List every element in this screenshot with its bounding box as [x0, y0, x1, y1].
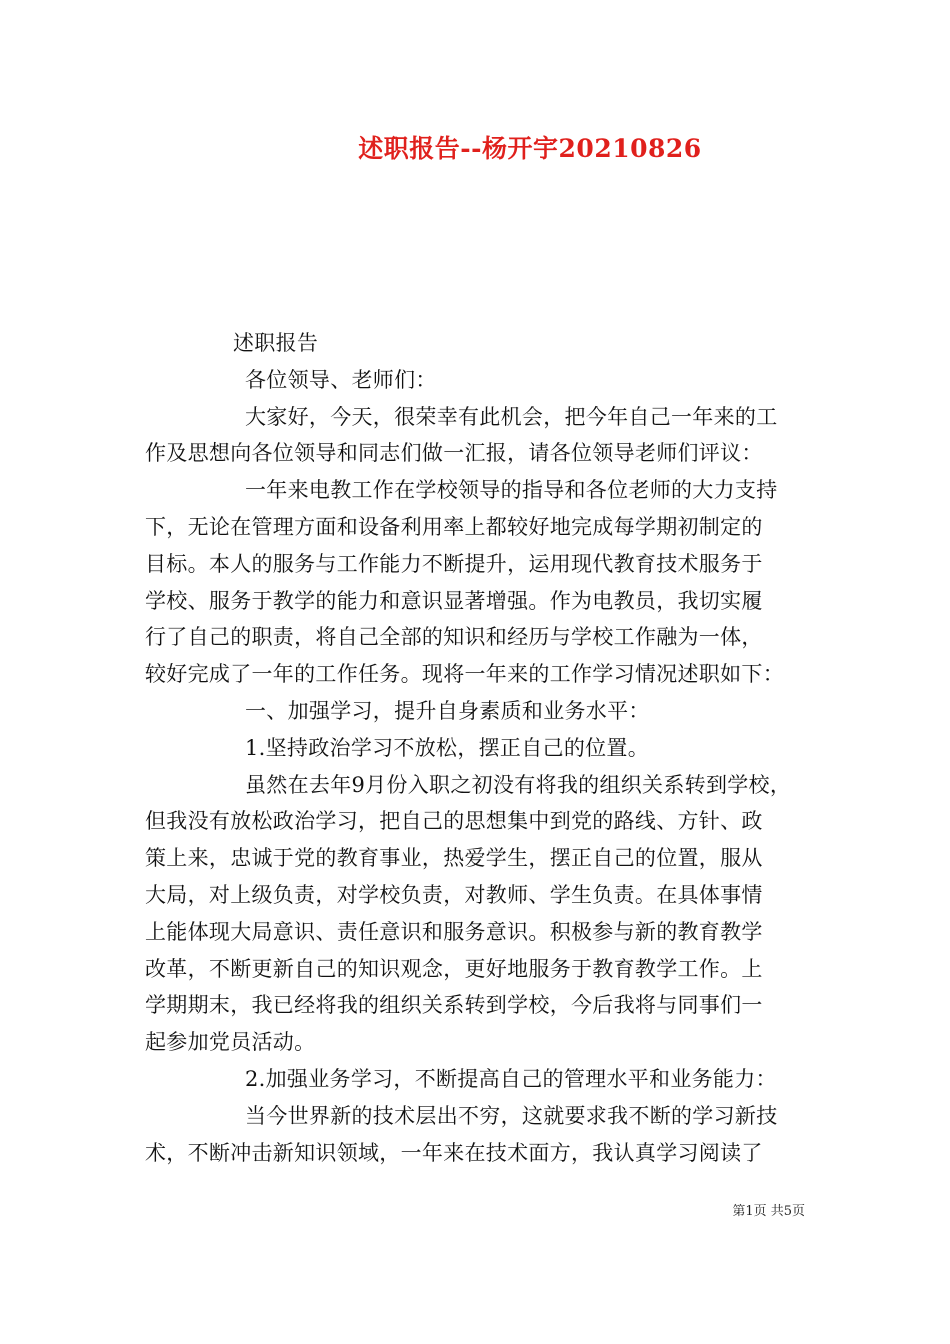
body-line: 策上来，忠诚于党的教育事业，热爱学生，摆正自己的位置，服从: [145, 846, 763, 871]
body-line: 当今世界新的技术层出不穷，这就要求我不断的学习新技: [245, 1103, 778, 1128]
body-line: 较好完成了一年的工作任务。现将一年来的工作学习情况述职如下：: [145, 662, 784, 687]
report-heading: 述职报告: [233, 331, 319, 355]
body-line: 学校、服务于教学的能力和意识显著增强。作为电教员，我切实履: [145, 588, 763, 613]
page-footer: 第1页 共5页: [732, 1204, 805, 1219]
salutation: 各位领导、老师们：: [245, 367, 437, 392]
subsection-heading: 2.加强业务学习，不断提高自己的管理水平和业务能力：: [245, 1066, 777, 1091]
body-line: 行了自己的职责，将自己全部的知识和经历与学校工作融为一体，: [145, 625, 763, 650]
body-line: 虽然在去年9月份入职之初没有将我的组织关系转到学校，: [245, 772, 792, 797]
body-line: 但我没有放松政治学习，把自己的思想集中到党的路线、方针、政: [145, 809, 763, 834]
body-line: 大局，对上级负责，对学校负责，对教师、学生负责。在具体事情: [145, 882, 763, 907]
body-line: 起参加党员活动。: [145, 1030, 316, 1055]
body-line: 大家好，今天，很荣幸有此机会，把今年自己一年来的工: [245, 404, 778, 429]
body-line: 改革，不断更新自己的知识观念，更好地服务于教育教学工作。上: [145, 956, 763, 981]
document-title: 述职报告--杨开宇20210826: [358, 134, 702, 163]
body-line: 目标。本人的服务与工作能力不断提升，运用现代教育技术服务于: [145, 551, 763, 576]
section-heading: 一、加强学习，提升自身素质和业务水平：: [245, 698, 650, 723]
body-line: 上能体现大局意识、责任意识和服务意识。积极参与新的教育教学: [145, 919, 763, 944]
body-line: 下，无论在管理方面和设备利用率上都较好地完成每学期初制定的: [145, 514, 763, 539]
document-body: [145, 325, 810, 1171]
subsection-heading: 1.坚持政治学习不放松，摆正自己的位置。: [245, 735, 650, 760]
body-line: 一年来电教工作在学校领导的指导和各位老师的大力支持: [245, 478, 778, 503]
body-line: 术，不断冲击新知识领域，一年来在技术面方，我认真学习阅读了: [145, 1140, 763, 1165]
body-line: 学期期末，我已经将我的组织关系转到学校，今后我将与同事们一: [145, 993, 763, 1018]
body-line: 作及思想向各位领导和同志们做一汇报，请各位领导老师们评议：: [145, 441, 763, 466]
